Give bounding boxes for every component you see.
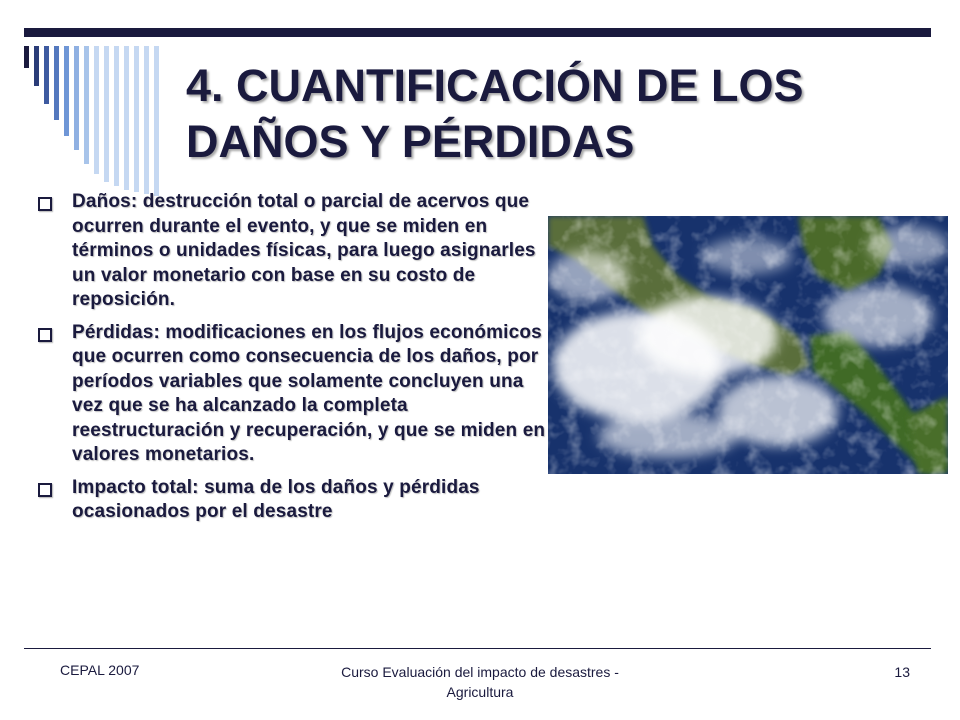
bullet-list (36, 190, 551, 533)
square-bullet-icon (38, 483, 52, 497)
title-top-rule (24, 28, 931, 37)
stripe (114, 46, 119, 186)
footer-organization: CEPAL 2007 (60, 662, 140, 678)
title-line-1: 4. CUANTIFICACIÓN DE LOS (186, 60, 804, 111)
stripe (64, 46, 69, 136)
bullet-danos (36, 190, 551, 313)
stripe (154, 46, 159, 196)
stripe (144, 46, 149, 194)
slide-title (186, 58, 926, 170)
stripe (74, 46, 79, 150)
footer-course-title: Curso Evaluación del impacto de desastres - Agricultura (341, 664, 619, 700)
stripe (84, 46, 89, 164)
stripe (24, 46, 29, 68)
stripe (94, 46, 99, 174)
slide-number: 13 (894, 664, 910, 680)
stripe (34, 46, 39, 86)
bullet-text: Daños: destrucción total o parcial de acervos que ocurren durante el evento, y que se miden en términos o unidades físicas, para luego asignarles un valor monetario con base en su costo de reposición. (72, 191, 536, 310)
stripe (104, 46, 109, 182)
square-bullet-icon (38, 197, 52, 211)
satellite-image (548, 216, 948, 474)
bullet-text: Pérdidas: modificaciones en los flujos económicos que ocurren como consecuencia de los daños, por períodos variables que solamente concluyen una vez que se ha alcanzado la completa reestructuración y recuperación, y que se miden en valores monetarios. (72, 321, 546, 465)
footer-rule (24, 648, 931, 649)
stripe (44, 46, 49, 104)
bullet-text: Impacto total: suma de los daños y pérdidas ocasionados por el desastre (72, 476, 480, 522)
stripe (134, 46, 139, 192)
stripe (54, 46, 59, 120)
bullet-impacto-total (36, 476, 551, 525)
title-line-2: DAÑOS Y PÉRDIDAS (186, 116, 635, 167)
cloud-texture (548, 216, 948, 474)
square-bullet-icon (38, 328, 52, 342)
stripe (124, 46, 129, 190)
bullet-perdidas (36, 321, 551, 468)
